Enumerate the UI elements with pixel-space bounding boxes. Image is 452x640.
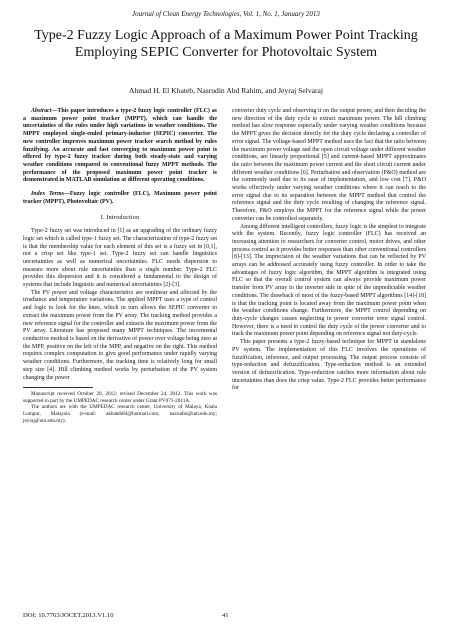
author-list: Ahmad H. El Khateb, Nasrudin Abd Rahim, and Jeyraj Selvaraj <box>128 86 324 95</box>
paragraph: converter duty cycle and observing it on the output power, and then deciding the new direction of the duty cycle to extract maximum power. The hill climbing method has slow response especially under varying weather conditions because the MPPT gives the decision directly for the duty cycle declaring a controller of error signal. The voltage-based MPPT method uses the fact that the ratio between the maximum power voltage and the open circuit voltage under different weather conditions, are linearly proportional [5] and current-based MPPT approximates the ratio between the maximum power current and the short circuit current under different weather conditions [6]. Perturbation and observation (P&O) method are the commonly used due to its ease of implementation, and low cost [7]. P&O works effectively under varying weather conditions where it can reach to the error signal due to its separation between the MPPT method that control the reference signal and the duty cycle resulting of changing the reference signal. Therefore, P&O employs the MPPT for the reference signal while the power converter can be controlled separately. <box>232 108 426 222</box>
index-terms-label: Index Terms <box>31 191 64 198</box>
journal-header: Journal of Clean Energy Technologies, Vol. 1, No. 1, January 2013 <box>132 10 320 18</box>
left-column <box>23 108 217 424</box>
footnote-manuscript: Manuscript received October 20, 2012; revised December 24, 2012. This work was supported in part by the UMPEDAC research center under Grant PV071-2011A. <box>23 391 217 404</box>
paragraph: This paper presents a type-2 fuzzy-based technique for MPPT in standalone PV system. The implementation of this FLC involves the operations of fuzzification, inference, and output processing. The output process consists of type-reduction and defuzzification. Type-reduction method is an extended version of defuzzification. Type-reduction catches more information about rule uncertainties than does the crisp value. Type-2 FLC provides better performance for <box>232 339 426 392</box>
footnote-affiliation: The authors are with the UMPEDAC research center, University of Malaya, Kuala Lumpur, Malaysia (e-mail: akhateb84@hotmail.com; nasrudin@um.edu.my; jeyraj@um.edu.my). <box>23 404 217 424</box>
footnote-divider <box>23 387 93 388</box>
paragraph: Among different intelligent controllers, fuzzy logic is the simplest to integrate with the system. Recently, fuzzy logic controller (FLC) has received an increasing attention to researchers for converter control, motor drives, and other process control as it provides better responses than other conventional controllers [8]-[13]. The imprecision of the weather variations that can be reflected by PV arrays can be addressed accurately using fuzzy controller. In order to take the advantages of fuzzy logic algorithm, the MPPT algorithm is integrated using FLC so that the overall control system can always provide maximum power transfer from PV array to the inverter side in spite of the unpredictable weather conditions. The drawback of most of the fuzzy-based MPPT algorithms [14]-[18] is that the tracking point is located away from the maximum power point when the weather conditions change. Furthermore, the MPPT control depending on duty-cycle changes causes neglecting in power converter error signal control. However, there is a need to control the duty cycle of the power converter and to track the maximum power point depending on reference signal not duty-cycle. <box>232 223 426 338</box>
paper-title: Type-2 Fuzzy Logic Approach of a Maximum Power Point Tracking Employing SEPIC Converter for Photovoltaic System <box>34 28 418 60</box>
section-heading-introduction: I. Introduction <box>100 214 140 222</box>
abstract-text: —This paper introduces a type-2 fuzzy logic controller (FLC) as a maximum power point tracker (MPPT), which can handle the uncertainties of the rules under high variations in weather conditions. The MPPT employed single-ended primary-inductor (SEPIC) converter. The new controller improves maximum power tracker search method by rules fuzzifying. An accurate and fast converging to maximum power point is offered by type-2 fuzzy tracker during both steady-state and varying weather conditions compared to conventional fuzzy MPPT methods. The performance of the proposed maximum power point tracker is demonstrated in MATLAB simulation at different operating conditions. <box>23 108 217 184</box>
index-terms-text: —Fuzzy logic controller (FLC), Maximum power point tracker (MPPT), Photovoltaic (PV). <box>23 191 217 205</box>
paragraph: The PV power and voltage characteristics are nonlinear and affected by the irradiance and temperature variations. The applied MPPT uses a type of control and logic to look for the knee, which in turn allows the SEPIC converter to extract the maximum power from the PV array. The tracking method provides a new reference signal for the controller and extracts the maximum power from the PV array. Literature has proposed many MPPT techniques. The incremental conductive method is based on the derivative of power over voltage being zero at the MPP, positive on the left of the MPP, and negative on the right. This method requires complex computation to give good performance under rapidly varying weather conditions. Furthermore, the tracking time is relatively long for small step size [4]. Hill climbing method works by perturbation of the PV system changing the power <box>23 289 217 381</box>
page-number: 41 <box>222 612 229 619</box>
abstract <box>23 108 217 185</box>
index-terms <box>23 191 217 206</box>
doi-footer: DOI: 10.7763/JOCET.2013.V1.10 <box>23 612 114 619</box>
paragraph: Type-2 fuzzy set was introduced in [1] as an upgrading of the ordinary fuzzy logic set which is called type-1 fuzzy set. The characterization of type-2 fuzzy set is that the membership value for each element of this set is a fuzzy set in [0,1], not a crisp set like type-1 set. Type-2 fuzzy set can handle linguistics uncertainties as well as numerical uncertainties. FLC needs dispersion to measure more about rule uncertainties than a single number. Type-2 FLC provides this dispersion and it is considered a fundamental to the design of systems that include linguistic and numerical uncertainties [2]-[3]. <box>23 228 217 289</box>
abstract-label: Abstract <box>31 108 52 114</box>
right-column <box>232 108 426 393</box>
